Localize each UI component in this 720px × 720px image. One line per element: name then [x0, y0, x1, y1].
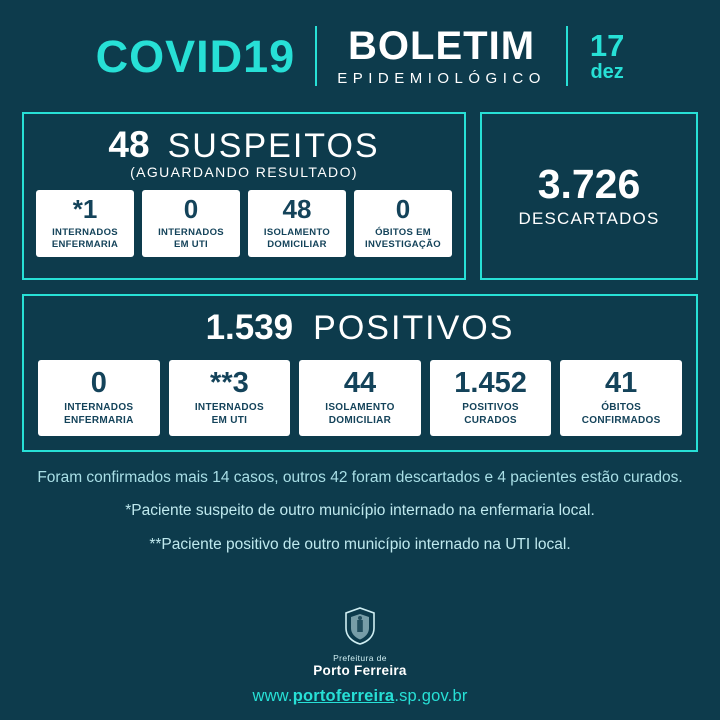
website-link[interactable]: [0, 687, 720, 706]
stat-card: [430, 360, 552, 436]
city-crest-icon: [343, 606, 377, 646]
stat-label: INTERNADOS EM UTI: [158, 227, 224, 250]
stat-label: ÓBITOS EM INVESTIGAÇÃO: [365, 227, 441, 250]
stat-value: **3: [210, 367, 249, 399]
stat-value: 41: [605, 367, 638, 399]
stat-value: 44: [343, 367, 377, 399]
note-asterisk-two: **Paciente positivo de outro município internado na UTI local.: [149, 535, 571, 553]
suspected-heading: [108, 124, 379, 166]
row-suspected-discarded: [22, 112, 698, 280]
suspected-count: 48: [108, 124, 150, 165]
prefecture-label: Prefeitura de: [333, 653, 387, 663]
stat-value: 1.452: [454, 367, 527, 399]
stat-card: [142, 190, 240, 257]
discarded-panel: [480, 112, 698, 280]
positive-cards: [38, 360, 682, 436]
stat-card: [299, 360, 421, 436]
stat-label: ISOLAMENTO DOMICILIAR: [263, 227, 331, 250]
note-asterisk-one: *Paciente suspeito de outro município internado na enfermaria local.: [125, 502, 595, 520]
positive-label: POSITIVOS: [313, 309, 515, 347]
website-prefix: www.: [252, 687, 293, 705]
discarded-count: 3.726: [537, 160, 641, 207]
stat-card: [248, 190, 346, 257]
stat-label: ISOLAMENTO DOMICILIAR: [325, 402, 395, 426]
discarded-label: DESCARTADOS: [518, 208, 660, 228]
bulletin-title-block: [317, 23, 566, 87]
date-block: [568, 27, 625, 83]
stat-card: [36, 190, 134, 257]
suspected-sub-label: (AGUARDANDO RESULTADO): [130, 164, 358, 180]
stat-value: 48: [282, 194, 312, 224]
stat-card: [560, 360, 682, 436]
positive-count: 1.539: [205, 308, 294, 347]
positive-panel: [22, 294, 698, 452]
stat-label: POSITIVOS CURADOS: [462, 402, 519, 426]
website-suffix: .sp.gov.br: [394, 687, 468, 705]
stat-label: INTERNADOS ENFERMARIA: [63, 402, 134, 426]
stat-card: [354, 190, 452, 257]
stat-value: 0: [90, 367, 107, 399]
stat-label: ÓBITOS CONFIRMADOS: [581, 402, 661, 426]
suspected-panel: [22, 112, 466, 280]
bulletin-title: BOLETIM: [348, 23, 536, 68]
footer: [0, 606, 720, 706]
bulletin-subtitle: EPIDEMIOLÓGICO: [337, 69, 546, 87]
stat-value: 0: [183, 194, 199, 224]
notes-section: [22, 468, 698, 555]
stat-card: [169, 360, 291, 436]
stat-label: INTERNADOS EM UTI: [194, 402, 264, 426]
stat-label: INTERNADOS ENFERMARIA: [51, 227, 119, 250]
positive-heading: [206, 308, 515, 348]
city-name: Porto Ferreira: [313, 663, 407, 678]
suspected-label: SUSPEITOS: [167, 127, 380, 165]
date-month: dez: [590, 60, 624, 83]
stat-card: [38, 360, 160, 436]
stat-value: 0: [395, 194, 411, 224]
header: [22, 0, 698, 112]
date-day: 17: [589, 27, 625, 63]
stat-value: *1: [72, 194, 98, 224]
suspected-cards: [36, 190, 452, 257]
covid-label: COVID19: [95, 30, 296, 82]
website-domain: portoferreira: [292, 687, 395, 705]
note-summary: Foram confirmados mais 14 casos, outros 42 foram descartados e 4 pacientes estão curados.: [37, 469, 683, 486]
